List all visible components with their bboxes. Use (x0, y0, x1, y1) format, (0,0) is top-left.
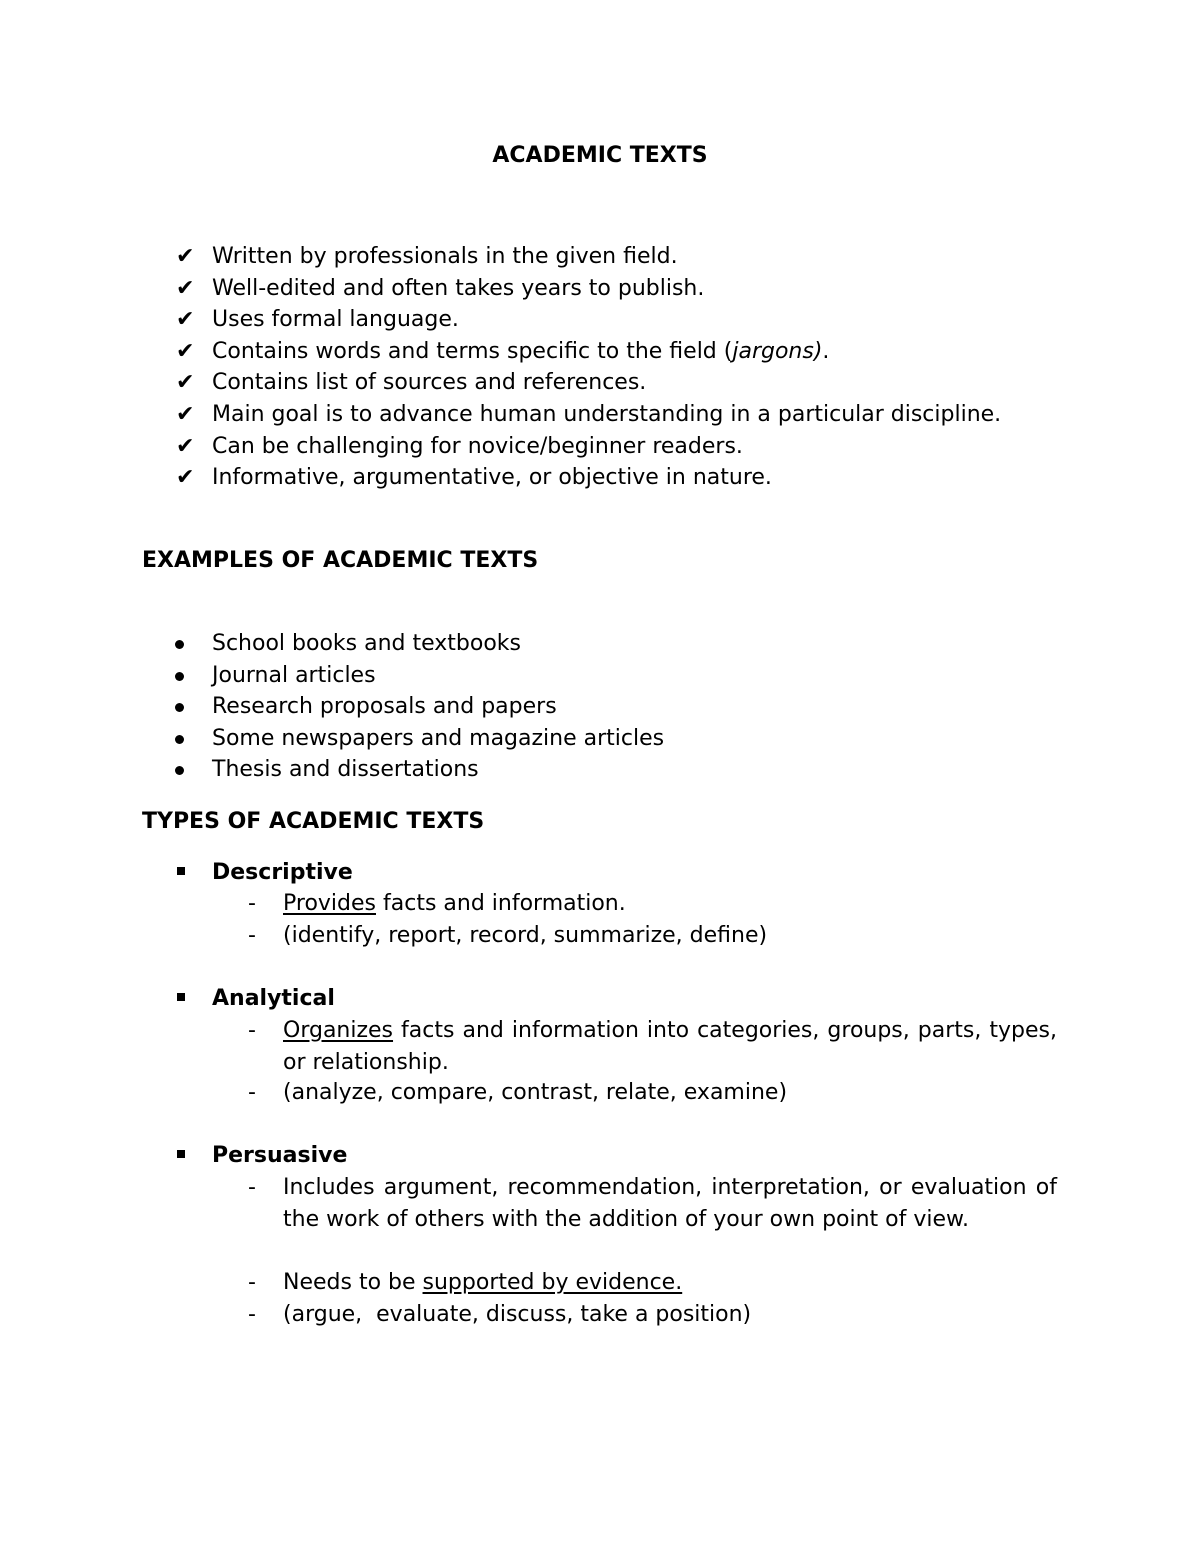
types-heading: TYPES OF ACADEMIC TEXTS (142, 809, 485, 834)
checkmark-icon: ✔ (176, 370, 195, 396)
point-underline: Provides (283, 891, 376, 916)
item-text: Uses formal language. (212, 307, 459, 333)
dash-icon: - (248, 923, 256, 948)
checkmark-icon: ✔ (176, 465, 195, 491)
checkmark-icon: ✔ (176, 401, 195, 427)
dash-icon: - (248, 1018, 256, 1043)
type-name: Persuasive (212, 1143, 348, 1168)
point-text: Needs to be (283, 1270, 423, 1295)
bullet-icon (175, 640, 184, 649)
item-text: Written by professionals in the given field. (212, 244, 678, 269)
item-text: Contains words and terms specific to the field ( (212, 338, 733, 364)
point-text: Includes argument, recommendation, interpretation, or evaluation of the work of others with the addition of your own point of view. (283, 1175, 1057, 1232)
point-underline: Organizes (283, 1018, 394, 1043)
dash-icon: - (248, 1175, 256, 1200)
type-name: Analytical (212, 986, 335, 1011)
square-bullet-icon (177, 867, 185, 875)
item-text: Main goal is to advance human understanding in a particular discipline. (212, 401, 1002, 427)
dash-icon: - (248, 891, 256, 916)
square-bullet-icon (177, 993, 185, 1001)
point-text: facts and information. (376, 891, 626, 916)
checkmark-icon: ✔ (176, 307, 195, 333)
document-page: ACADEMIC TEXTS ✔ Written by professionals in the given field. ✔ Well-edited and often takes years to publish. ✔ Uses formal language. ✔ Contains words and terms specific to the field (jargons). ✔ Contains list of sources and references. ✔ Main goal is to advance human understanding in a particular discipline. ✔ Can be challenging for novice/beginner readers. ✔ Informative, argumentative, or objective in nature. EXAMPLES OF ACADEMIC TEXTS School books and textbooks Journal articles Research proposals and papers Some newspapers and magazine articles Thesis and dissertations TYPES OF ACADEMIC TEXTS Descriptive - Provides facts and information. - (identify, report, record, summarize, define) Analytical - Organizes facts and information into categories, groups, parts, types, or relationship. - (analyze, compare, contrast, relate, examine) Persuasive - Includes argument, recommendation, interpretation, or evaluation of the work of others with the addition of your own point of view. - Needs to be supported by evidence. - (argue, evaluate, discuss, take a position) (0, 0, 1200, 1553)
checkmark-icon: ✔ (176, 244, 195, 269)
bullet-icon (175, 766, 184, 775)
item-text: Can be challenging for novice/beginner readers. (212, 433, 743, 459)
type-name: Descriptive (212, 860, 353, 885)
checkmark-icon: ✔ (176, 275, 195, 301)
page-title: ACADEMIC TEXTS (492, 143, 708, 168)
point-underline: supported by evidence. (422, 1270, 683, 1295)
point-text: (analyze, compare, contrast, relate, examine) (283, 1080, 788, 1105)
item-text: Well-edited and often takes years to publish. (212, 275, 705, 301)
point-text: facts and information into categories, groups, parts, types, or relationship. (283, 1018, 1057, 1075)
square-bullet-icon (177, 1150, 185, 1158)
point-text: (identify, report, record, summarize, define) (283, 923, 768, 948)
point-text: (argue, evaluate, discuss, take a position) (283, 1302, 752, 1327)
bullet-icon (175, 703, 184, 712)
bullet-icon (175, 735, 184, 744)
bullet-icon (175, 672, 184, 681)
item-text: Contains list of sources and references. (212, 370, 647, 396)
dash-icon: - (248, 1302, 256, 1327)
checkmark-icon: ✔ (176, 433, 195, 459)
checkmark-icon: ✔ (176, 338, 195, 364)
item-emphasis: jargons) (732, 338, 823, 364)
dash-icon: - (248, 1080, 256, 1105)
dash-icon: - (248, 1270, 256, 1295)
examples-heading: EXAMPLES OF ACADEMIC TEXTS (142, 548, 539, 573)
item-text-end: . (822, 338, 830, 364)
item-text: Informative, argumentative, or objective in nature. (212, 465, 772, 491)
